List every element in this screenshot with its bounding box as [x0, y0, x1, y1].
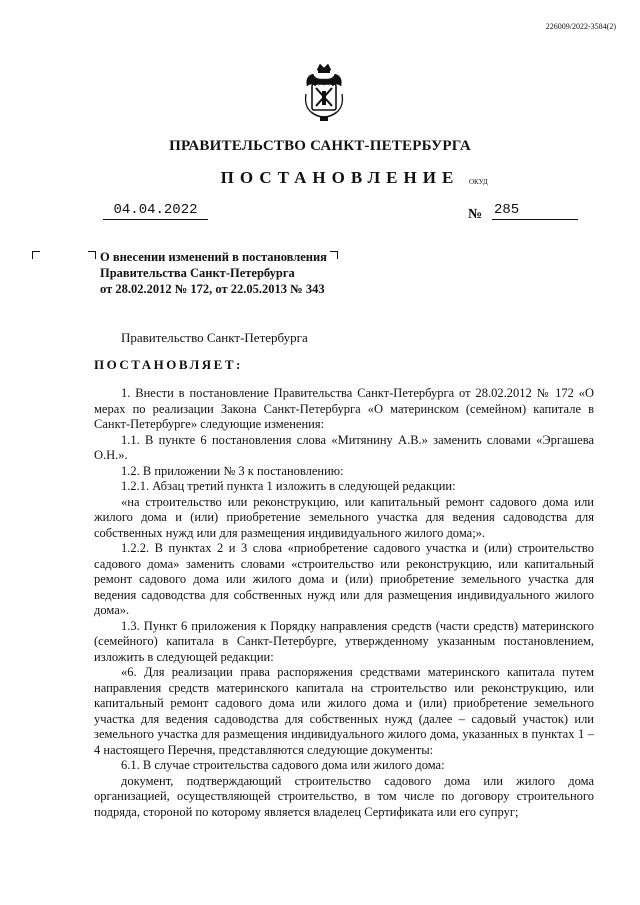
corner-bracket-right — [330, 251, 338, 259]
coat-of-arms-emblem — [303, 62, 345, 124]
corner-bracket-mid — [88, 251, 96, 259]
document-body — [94, 386, 594, 820]
subject-line: О внесении изменений в постановления — [100, 250, 327, 264]
body-paragraph: 1.2.1. Абзац третий пункта 1 изложить в следующей редакции: — [121, 479, 456, 493]
document-date: 04.04.2022 — [103, 202, 208, 220]
document-subject — [100, 249, 327, 297]
subject-line: от 28.02.2012 № 172, от 22.05.2013 № 343 — [100, 282, 325, 296]
body-paragraph: 6.1. В случае строительства садового дома или жилого дома: — [121, 758, 445, 772]
document-type-title: ПОСТАНОВЛЕНИЕ — [220, 168, 460, 187]
okud-label: ОКУД — [469, 178, 488, 186]
number-sign: № — [468, 207, 483, 222]
corner-bracket-left — [32, 251, 40, 259]
organization-title: ПРАВИТЕЛЬСТВО САНКТ-ПЕТЕРБУРГА — [169, 138, 471, 154]
subject-line: Правительства Санкт-Петербурга — [100, 266, 295, 280]
intro-text: Правительство Санкт-Петербурга — [121, 330, 308, 345]
body-paragraph: документ, подтверждающий строительство садового дома или жилого дома организацией, осуществляющей строительство, в том числе по договору строительного подряда, стороной по которому является владелец Сертификата или его супруг; — [94, 773, 594, 819]
body-paragraph: 1.2. В приложении № 3 к постановлению: — [121, 463, 344, 478]
document-code: 226009/2022-3584(2) — [545, 22, 616, 31]
body-paragraph: «6. Для реализации права распоряжения средствами материнского капитала путем направления средств материнского капитала на строительство или реконструкцию, или капитальный ремонт садового дома или жилого дома и (или) приобретение земельного участка для ведения садоводства для собственных нужд (далее – садовый участок) или земельного участка для размещения индивидуального жилого дома, указанных в пунктах 1 – 4 настоящего Перечня, представляются следующие документы: — [94, 665, 594, 757]
body-paragraph: 1.2.2. В пунктах 2 и 3 слова «приобретение садового участка и (или) строительство садового дома» заменить словами «строительство или реконструкцию, или капитальный ремонт садового дома или жилого дома и (или) приобретение земельного участка для ведения садоводства для собственных нужд или для размещения индивидуального жилого дома». — [94, 541, 594, 617]
body-paragraph: «на строительство или реконструкцию, или капитальный ремонт садового дома или жилого дома и (или) приобретение земельного участка для ведения садоводства для собственных нужд или для размещения индивидуального жилого дома;». — [94, 494, 594, 540]
body-paragraph: 1.3. Пункт 6 приложения к Порядку направления средств (части средств) материнского (семейного) капитала в Санкт-Петербурге, утвержденному указанным постановлением, изложить в следующей редакции: — [94, 618, 594, 664]
body-paragraph: 1. Внести в постановление Правительства Санкт-Петербурга от 28.02.2012 № 172 «О мерах по реализации Закона Санкт-Петербурга «О материнском (семейном) капитале в Санкт-Петербурге» следующие изменения: — [94, 386, 594, 431]
decree-heading: ПОСТАНОВЛЯЕТ: — [94, 357, 243, 372]
document-number: 285 — [492, 202, 578, 220]
body-paragraph: 1.1. В пункте 6 постановления слова «Митянину А.В.» заменить словами «Эргашева О.Н.». — [94, 432, 594, 462]
